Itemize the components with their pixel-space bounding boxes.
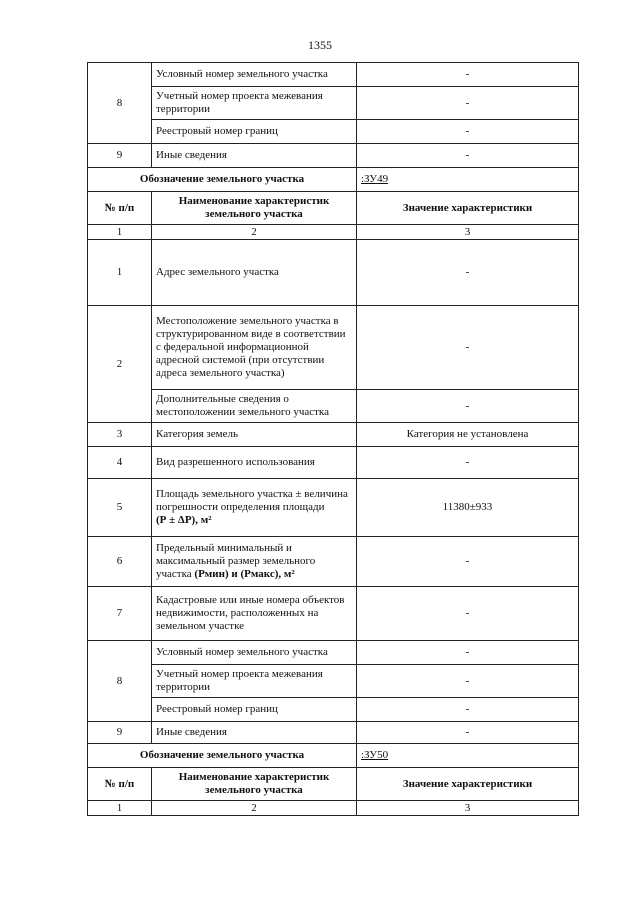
characteristic-name-text: Предельный минимальный и максимальный размер земельного участка: [156, 542, 316, 580]
table-row: [88, 240, 579, 306]
table-row: [88, 698, 579, 722]
table-row: [88, 423, 579, 447]
characteristic-value: -: [357, 698, 579, 722]
characteristic-value: -: [357, 240, 579, 306]
header-value: Значение характеристики: [357, 768, 579, 801]
header-row: [88, 192, 579, 225]
characteristic-name-text: Площадь земельного участка ± величина погрешности определения площади: [156, 488, 348, 513]
table-row: [88, 120, 579, 144]
table-row: [88, 665, 579, 698]
characteristic-name: Местоположение земельного участка в структурированном виде в соответствии с федеральной информационной адресной системой (при отсутствии адреса земельного участка): [152, 306, 357, 390]
characteristic-value: -: [357, 722, 579, 744]
table-row: [88, 537, 579, 587]
characteristic-value: -: [357, 390, 579, 423]
characteristic-name: [152, 479, 357, 537]
row-number: 8: [88, 63, 152, 144]
designation-row: [88, 168, 579, 192]
designation-value: :ЗУ50: [357, 744, 579, 768]
table-row: [88, 447, 579, 479]
header-number: № п/п: [88, 768, 152, 801]
row-number: 9: [88, 144, 152, 168]
column-number-row: [88, 225, 579, 240]
characteristic-value: -: [357, 306, 579, 390]
characteristic-name: Дополнительные сведения о местоположении земельного участка: [152, 390, 357, 423]
row-number: 5: [88, 479, 152, 537]
characteristic-value: -: [357, 447, 579, 479]
row-number: 7: [88, 587, 152, 641]
table-row: [88, 144, 579, 168]
table-row: [88, 390, 579, 423]
characteristic-value: -: [357, 537, 579, 587]
characteristic-value: -: [357, 641, 579, 665]
characteristic-name: Учетный номер проекта межевания территории: [152, 87, 357, 120]
characteristic-name: Условный номер земельного участка: [152, 63, 357, 87]
designation-row: [88, 744, 579, 768]
characteristic-name: Реестровый номер границ: [152, 698, 357, 722]
column-number: 1: [88, 225, 152, 240]
formula-text: (Р ± ΔР), м²: [156, 514, 212, 526]
column-number: 3: [357, 801, 579, 816]
characteristic-value: -: [357, 63, 579, 87]
column-number: 2: [152, 225, 357, 240]
header-row: [88, 768, 579, 801]
table-row: [88, 479, 579, 537]
column-number: 2: [152, 801, 357, 816]
characteristic-name: Кадастровые или иные номера объектов недвижимости, расположенных на земельном участке: [152, 587, 357, 641]
column-number-row: [88, 801, 579, 816]
header-number: № п/п: [88, 192, 152, 225]
header-name: Наименование характеристик земельного участка: [152, 768, 357, 801]
characteristic-name: Иные сведения: [152, 144, 357, 168]
table-row: [88, 63, 579, 87]
table-row: [88, 641, 579, 665]
designation-value: :ЗУ49: [357, 168, 579, 192]
characteristic-name: Реестровый номер границ: [152, 120, 357, 144]
characteristic-name: Категория земель: [152, 423, 357, 447]
header-name: Наименование характеристик земельного участка: [152, 192, 357, 225]
table-row: [88, 87, 579, 120]
row-number: 2: [88, 306, 152, 423]
row-number: 3: [88, 423, 152, 447]
column-number: 1: [88, 801, 152, 816]
row-number: 1: [88, 240, 152, 306]
characteristic-value: Категория не установлена: [357, 423, 579, 447]
characteristic-value: -: [357, 144, 579, 168]
page-number: 1355: [308, 38, 332, 52]
characteristic-name: Иные сведения: [152, 722, 357, 744]
characteristic-value: 11380±933: [357, 479, 579, 537]
column-number: 3: [357, 225, 579, 240]
header-value: Значение характеристики: [357, 192, 579, 225]
row-number: 6: [88, 537, 152, 587]
row-number: 4: [88, 447, 152, 479]
characteristic-value: -: [357, 665, 579, 698]
table-row: [88, 722, 579, 744]
row-number: 8: [88, 641, 152, 722]
characteristic-name: Условный номер земельного участка: [152, 641, 357, 665]
characteristic-value: -: [357, 587, 579, 641]
characteristic-name: Учетный номер проекта межевания территории: [152, 665, 357, 698]
characteristic-value: -: [357, 87, 579, 120]
land-plot-table: [87, 62, 579, 816]
formula-text: (Рмин) и (Рмакс), м²: [194, 568, 295, 580]
characteristic-name: Вид разрешенного использования: [152, 447, 357, 479]
designation-label: Обозначение земельного участка: [88, 168, 357, 192]
row-number: 9: [88, 722, 152, 744]
table-row: [88, 306, 579, 390]
characteristic-name: [152, 537, 357, 587]
characteristic-name: Адрес земельного участка: [152, 240, 357, 306]
characteristic-value: -: [357, 120, 579, 144]
table-row: [88, 587, 579, 641]
designation-label: Обозначение земельного участка: [88, 744, 357, 768]
